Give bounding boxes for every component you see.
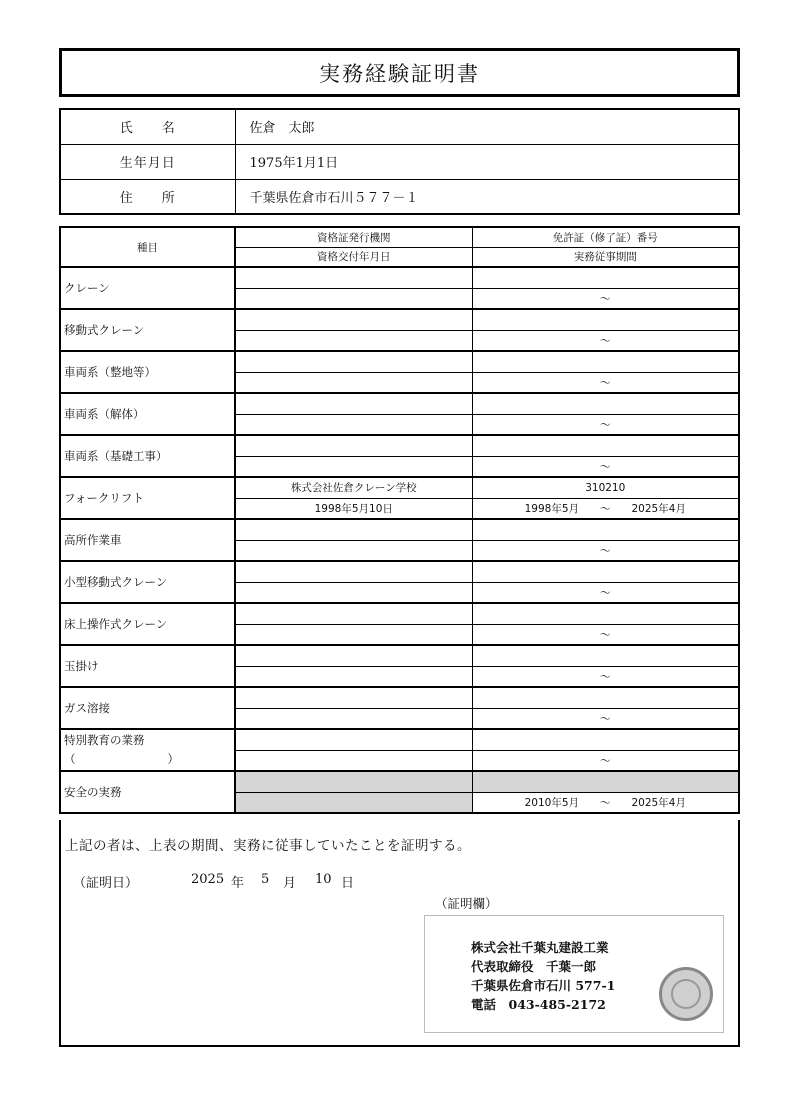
- date-cell: [235, 372, 472, 393]
- cert-year-unit: 年: [231, 876, 245, 891]
- cert-field-label: （証明欄）: [435, 896, 498, 911]
- experience-row: [60, 729, 739, 750]
- date-cell: [235, 582, 472, 603]
- period-cell: ～: [472, 540, 739, 561]
- category-cell: クレーン: [60, 267, 235, 309]
- company-seal: [659, 967, 713, 1021]
- issuer-cell: [235, 729, 472, 750]
- date-cell: [235, 540, 472, 561]
- category-cell: 移動式クレーン: [60, 309, 235, 351]
- issuer-cell: [235, 561, 472, 582]
- issuer-cell: [235, 393, 472, 414]
- issuer-cell: 株式会社佐倉クレーン学校: [235, 477, 472, 498]
- number-cell: [472, 729, 739, 750]
- period-cell: ～: [472, 330, 739, 351]
- birthdate-value: 1975年1月1日: [235, 144, 739, 179]
- cert-year: 2025: [191, 872, 225, 887]
- cert-date-label: （証明日）: [73, 876, 139, 891]
- category-cell: 床上操作式クレーン: [60, 603, 235, 645]
- company-info: [471, 938, 615, 1014]
- issuer-cell: [235, 771, 472, 792]
- number-cell: [472, 309, 739, 330]
- issuer-cell: [235, 309, 472, 330]
- certificate-date: [73, 872, 354, 891]
- number-cell: [472, 519, 739, 540]
- address-label: 住 所: [60, 179, 235, 214]
- issuer-cell: [235, 687, 472, 708]
- period-cell: ～: [472, 582, 739, 603]
- experience-row: [60, 603, 739, 624]
- category-cell: 車両系（整地等）: [60, 351, 235, 393]
- experience-row: [60, 309, 739, 330]
- name-value: 佐倉 太郎: [235, 109, 739, 144]
- period-cell: 2010年5月 ～ 2025年4月: [472, 792, 739, 813]
- number-cell: [472, 561, 739, 582]
- period-cell: ～: [472, 750, 739, 771]
- category-cell: フォークリフト: [60, 477, 235, 519]
- number-cell: [472, 771, 739, 792]
- issuer-cell: [235, 519, 472, 540]
- date-cell: [235, 456, 472, 477]
- cert-month: 5: [261, 872, 270, 887]
- period-cell: ～: [472, 666, 739, 687]
- date-cell: 1998年5月10日: [235, 498, 472, 519]
- date-cell: [235, 624, 472, 645]
- personal-info-table: [59, 108, 740, 215]
- category-cell: 高所作業車: [60, 519, 235, 561]
- category-cell: 小型移動式クレーン: [60, 561, 235, 603]
- period-cell: ～: [472, 288, 739, 309]
- category-cell: 車両系（基礎工事）: [60, 435, 235, 477]
- experience-row: [60, 435, 739, 456]
- date-cell: [235, 666, 472, 687]
- experience-row: [60, 687, 739, 708]
- address-row: [60, 179, 739, 214]
- name-row: [60, 109, 739, 144]
- name-label: 氏 名: [60, 109, 235, 144]
- period-cell: ～: [472, 456, 739, 477]
- number-cell: [472, 645, 739, 666]
- experience-row: [60, 351, 739, 372]
- number-cell: [472, 687, 739, 708]
- category-cell: 車両系（解体）: [60, 393, 235, 435]
- date-cell: [235, 708, 472, 729]
- number-cell: [472, 351, 739, 372]
- period-cell: ～: [472, 414, 739, 435]
- issuer-cell: [235, 435, 472, 456]
- number-cell: [472, 393, 739, 414]
- number-cell: 310210: [472, 477, 739, 498]
- statement-text: 上記の者は、上表の期間、実務に従事していたことを証明する。: [65, 838, 471, 854]
- header-date: 資格交付年月日: [235, 247, 472, 267]
- header-number: 免許証（修了証）番号: [472, 227, 739, 247]
- cert-day-unit: 日: [341, 876, 355, 891]
- header-row: [60, 227, 739, 247]
- date-cell: [235, 750, 472, 771]
- experience-row: [60, 477, 739, 498]
- cert-day: 10: [315, 872, 332, 887]
- date-cell: [235, 288, 472, 309]
- number-cell: [472, 603, 739, 624]
- birthdate-row: [60, 144, 739, 179]
- period-cell: 1998年5月 ～ 2025年4月: [472, 498, 739, 519]
- number-cell: [472, 267, 739, 288]
- date-cell: [235, 792, 472, 813]
- address-value: 千葉県佐倉市石川５７７－１: [235, 179, 739, 214]
- cert-month-unit: 月: [283, 876, 297, 891]
- date-cell: [235, 414, 472, 435]
- experience-row: [60, 771, 739, 792]
- issuer-cell: [235, 603, 472, 624]
- period-cell: ～: [472, 372, 739, 393]
- number-cell: [472, 435, 739, 456]
- category-cell: 安全の実務: [60, 771, 235, 813]
- issuer-cell: [235, 645, 472, 666]
- period-cell: ～: [472, 624, 739, 645]
- company-name: 株式会社千葉丸建設工業: [471, 940, 609, 955]
- company-rep: 代表取締役 千葉一郎: [471, 959, 597, 974]
- page-title: 実務経験証明書: [59, 48, 740, 97]
- header-period: 実務従事期間: [472, 247, 739, 267]
- experience-row: [60, 393, 739, 414]
- category-cell: 玉掛け: [60, 645, 235, 687]
- issuer-cell: [235, 351, 472, 372]
- category-cell: ガス溶接: [60, 687, 235, 729]
- period-cell: ～: [472, 708, 739, 729]
- birthdate-label: 生年月日: [60, 144, 235, 179]
- experience-row: [60, 519, 739, 540]
- company-phone: 電話 043-485-2172: [471, 997, 606, 1012]
- header-issuer: 資格証発行機関: [235, 227, 472, 247]
- company-address: 千葉県佐倉市石川 577-1: [471, 978, 616, 993]
- category-cell: 特別教育の業務 （ ）: [60, 729, 235, 771]
- date-cell: [235, 330, 472, 351]
- header-category: 種目: [60, 227, 235, 267]
- experience-table: [59, 226, 740, 814]
- experience-row: [60, 561, 739, 582]
- issuer-cell: [235, 267, 472, 288]
- experience-row: [60, 645, 739, 666]
- experience-row: [60, 267, 739, 288]
